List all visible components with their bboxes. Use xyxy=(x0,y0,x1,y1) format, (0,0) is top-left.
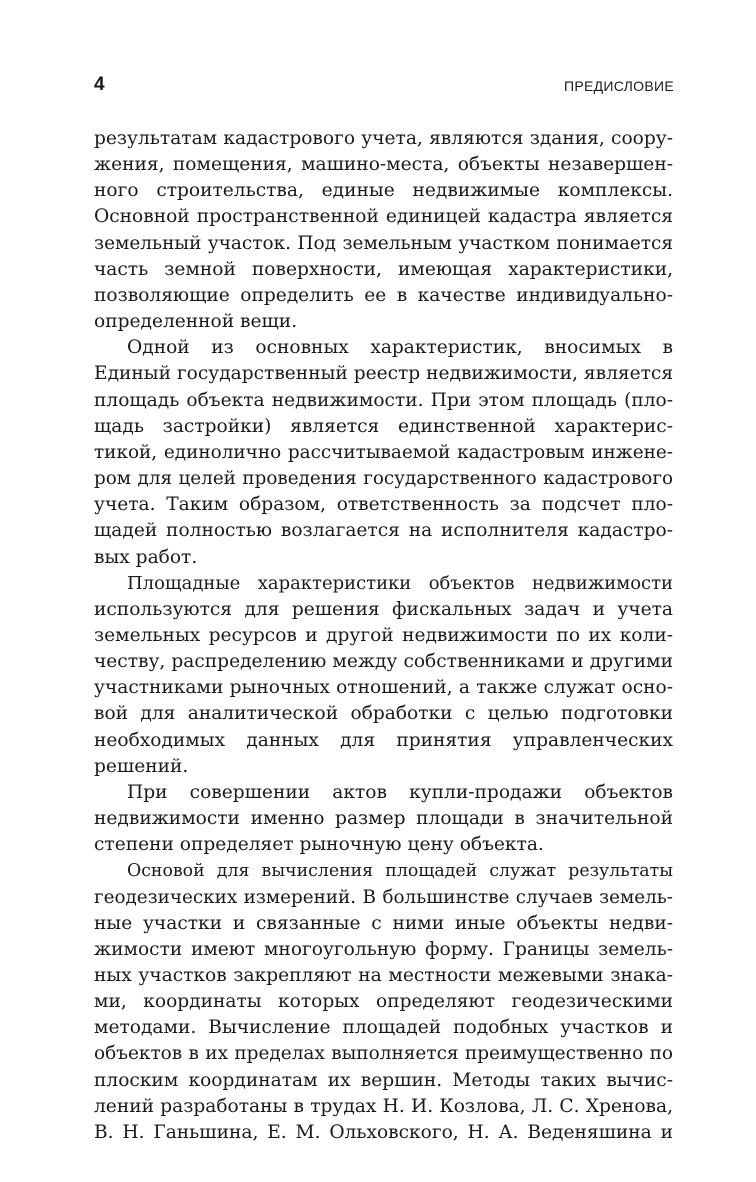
text-line: решений. xyxy=(94,755,189,777)
text-line: используются для решения фискальных задач и учета xyxy=(94,598,673,620)
text-line: Единый государственный реестр недвижимости, является xyxy=(94,363,674,385)
text-line: щадь застройки) является единственной характерис- xyxy=(94,415,673,437)
text-line: лений разработаны в трудах Н. И. Козлова, Л. С. Хренова, xyxy=(94,1095,673,1117)
text-line: ные участки и связанные с ними иные объекты недви- xyxy=(94,912,673,934)
text-line: ми, координаты которых определяют геодезическими xyxy=(94,991,673,1013)
text-line: честву, распределению между собственниками и другими xyxy=(94,651,673,673)
text-line: плоским координатам их вершин. Методы таких вычис- xyxy=(94,1069,673,1091)
running-head: ПРЕДИСЛОВИЕ xyxy=(563,78,674,94)
text-line: жения, помещения, машино-места, объекты незавершен- xyxy=(94,154,673,176)
text-line: При совершении актов купли-продажи объектов xyxy=(127,781,673,803)
paragraph-5 xyxy=(94,858,673,1146)
text-line: площадь объекта недвижимости. При этом площадь (пло- xyxy=(94,389,673,411)
text-line: часть земной поверхности, имеющая характеристики, xyxy=(94,258,673,280)
text-line: Основной пространственной единицей кадастра является xyxy=(94,206,673,228)
text-line: Одной из основных характеристик, вносимых в xyxy=(127,337,673,359)
text-line: геодезических измерений. В большинстве случаев земель- xyxy=(94,886,673,908)
text-line: участниками рыночных отношений, а также служат осно- xyxy=(94,677,673,699)
body-text xyxy=(94,126,673,1146)
text-line: жимости имеют многоугольную форму. Границы земель- xyxy=(94,938,673,960)
page-number: 4 xyxy=(94,74,105,95)
text-line: Основой для вычисления площадей служат результаты xyxy=(127,861,673,882)
text-line: результатам кадастрового учета, являются здания, соору- xyxy=(94,128,673,149)
text-line: ром для целей проведения государственного кадастрового xyxy=(94,468,673,490)
text-line: степени определяет рыночную цену объекта. xyxy=(94,834,544,856)
text-line: земельный участок. Под земельным участком понимается xyxy=(94,232,673,254)
text-line: необходимых данных для принятия управленческих xyxy=(94,729,673,751)
text-line: вой для аналитической обработки с целью подготовки xyxy=(94,703,673,725)
paragraph-4 xyxy=(94,780,673,858)
text-line: недвижимости именно размер площади в значительной xyxy=(94,808,673,830)
text-line: учета. Таким образом, ответственность за подсчет пло- xyxy=(94,494,673,516)
text-line: ного строительства, единые недвижимые комплексы. xyxy=(94,180,673,202)
text-line: методами. Вычисление площадей подобных участков и xyxy=(94,1017,673,1039)
paragraph-3 xyxy=(94,571,673,780)
text-line: тикой, единолично рассчитываемой кадастровым инжене- xyxy=(94,441,673,463)
text-line: щадей полностью возлагается на исполнителя кадастро- xyxy=(94,520,673,542)
text-line: земельных ресурсов и другой недвижимости по их коли- xyxy=(94,624,673,646)
text-line: вых работ. xyxy=(94,546,198,568)
paragraph-2 xyxy=(94,335,673,570)
paragraph-1 xyxy=(94,126,673,335)
text-line: ных участков закрепляют на местности межевыми знака- xyxy=(94,965,673,986)
text-line: позволяющие определить ее в качестве индивидуально- xyxy=(94,284,673,306)
text-line: определенной вещи. xyxy=(94,311,298,333)
text-line: В. Н. Ганьшина, Е. М. Ольховского, Н. А. Веденяшина и xyxy=(94,1121,673,1143)
text-line: объектов в их пределах выполняется преимущественно по xyxy=(94,1043,673,1065)
text-line: Площадные характеристики объектов недвижимости xyxy=(127,572,673,594)
